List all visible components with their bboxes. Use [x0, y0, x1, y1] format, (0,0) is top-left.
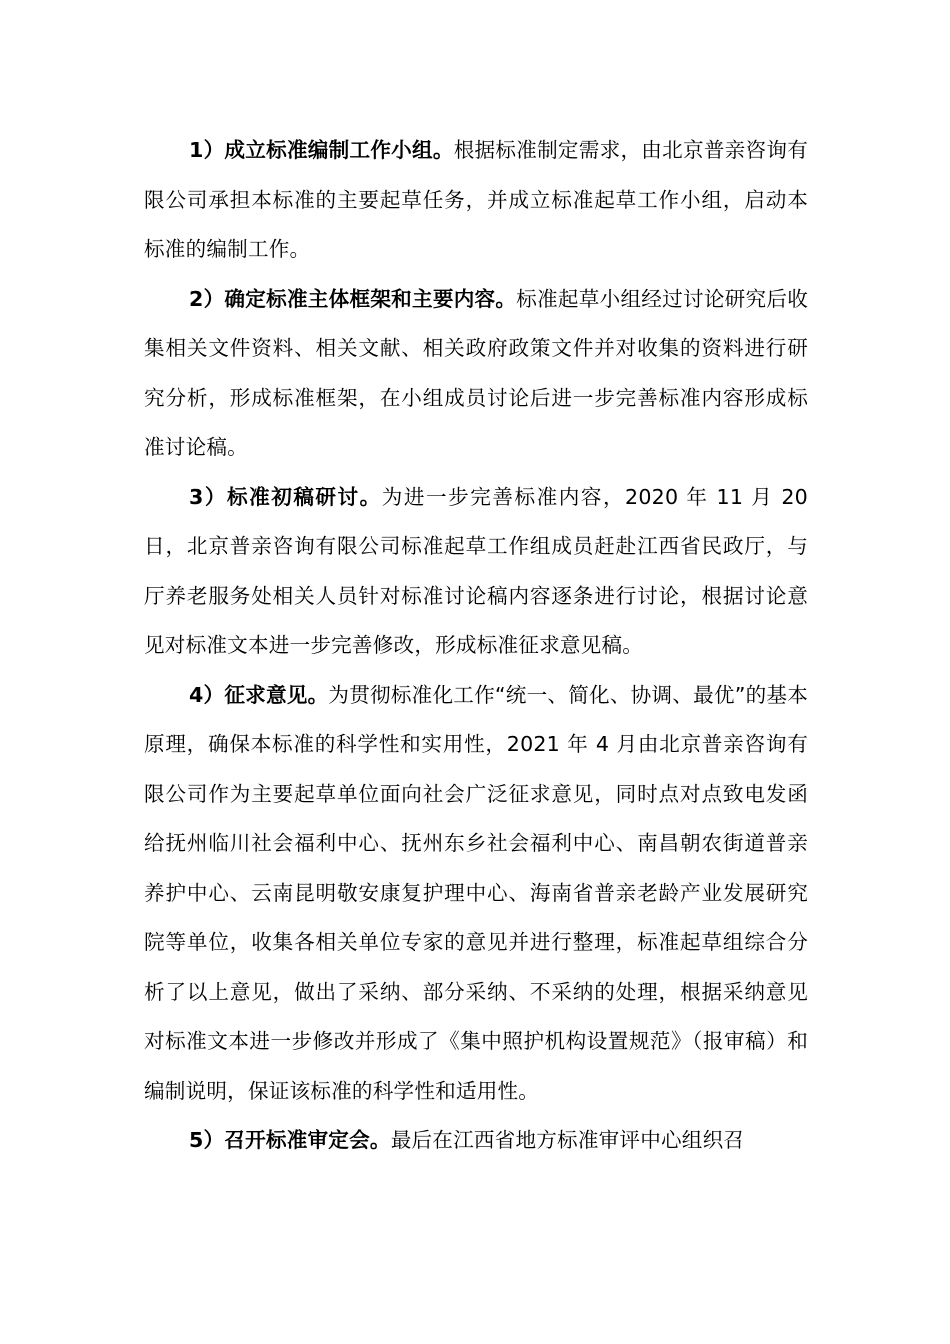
- paragraph-3-body: 为进一步完善标准内容，2020 年 11 月 20 日，北京普亲咨询有限公司标准起草工作组成员赶赴江西省民政厅，与厅养老服务处相关人员针对标准讨论稿内容逐条进行讨论，根据讨论意见对标准文本进一步完善修改，形成标准征求意见稿。: [144, 484, 808, 657]
- paragraph-4-heading: 4）征求意见。: [189, 682, 329, 707]
- paragraph-4-body: 为贯彻标准化工作“统一、简化、协调、最优”的基本原理，确保本标准的科学性和实用性，2021 年 4 月由北京普亲咨询有限公司作为主要起草单位面向社会广泛征求意见，同时点对点致电发函给抚州临川社会福利中心、抚州东乡社会福利中心、南昌朝农街道普亲养护中心、云南昆明敬安康复护理中心、海南省普亲老龄产业发展研究院等单位，收集各相关单位专家的意见并进行整理，标准起草组综合分析了以上意见，做出了采纳、部分采纳、不采纳的处理，根据采纳意见对标准文本进一步修改并形成了《集中照护机构设置规范》（报审稿）和编制说明，保证该标准的科学性和适用性。: [144, 682, 809, 1103]
- paragraph-2: [144, 275, 808, 473]
- paragraph-3-heading: 3）标准初稿研讨。: [189, 484, 382, 509]
- paragraph-1-heading: 1）成立标准编制工作小组。: [189, 138, 454, 162]
- paragraph-1: [144, 126, 808, 275]
- paragraph-4: [144, 671, 808, 1117]
- paragraph-5: [144, 1116, 808, 1166]
- paragraph-5-body: 最后在江西省地方标准审评中心组织召: [390, 1128, 745, 1152]
- paragraph-3: [144, 473, 808, 671]
- paragraph-5-heading: 5）召开标准审定会。: [189, 1128, 391, 1152]
- document-body: [144, 126, 808, 1166]
- paragraph-2-body: 标准起草小组经过讨论研究后收集相关文件资料、相关文献、相关政府政策文件并对收集的资料进行研究分析，形成标准框架，在小组成员讨论后进一步完善标准内容形成标准讨论稿。: [144, 286, 808, 459]
- paragraph-2-heading: 2）确定标准主体框架和主要内容。: [189, 286, 517, 311]
- paragraph-1-body: 根据标准制定需求，由北京普亲咨询有限公司承担本标准的主要起草任务，并成立标准起草工作小组，启动本标准的编制工作。: [144, 138, 808, 261]
